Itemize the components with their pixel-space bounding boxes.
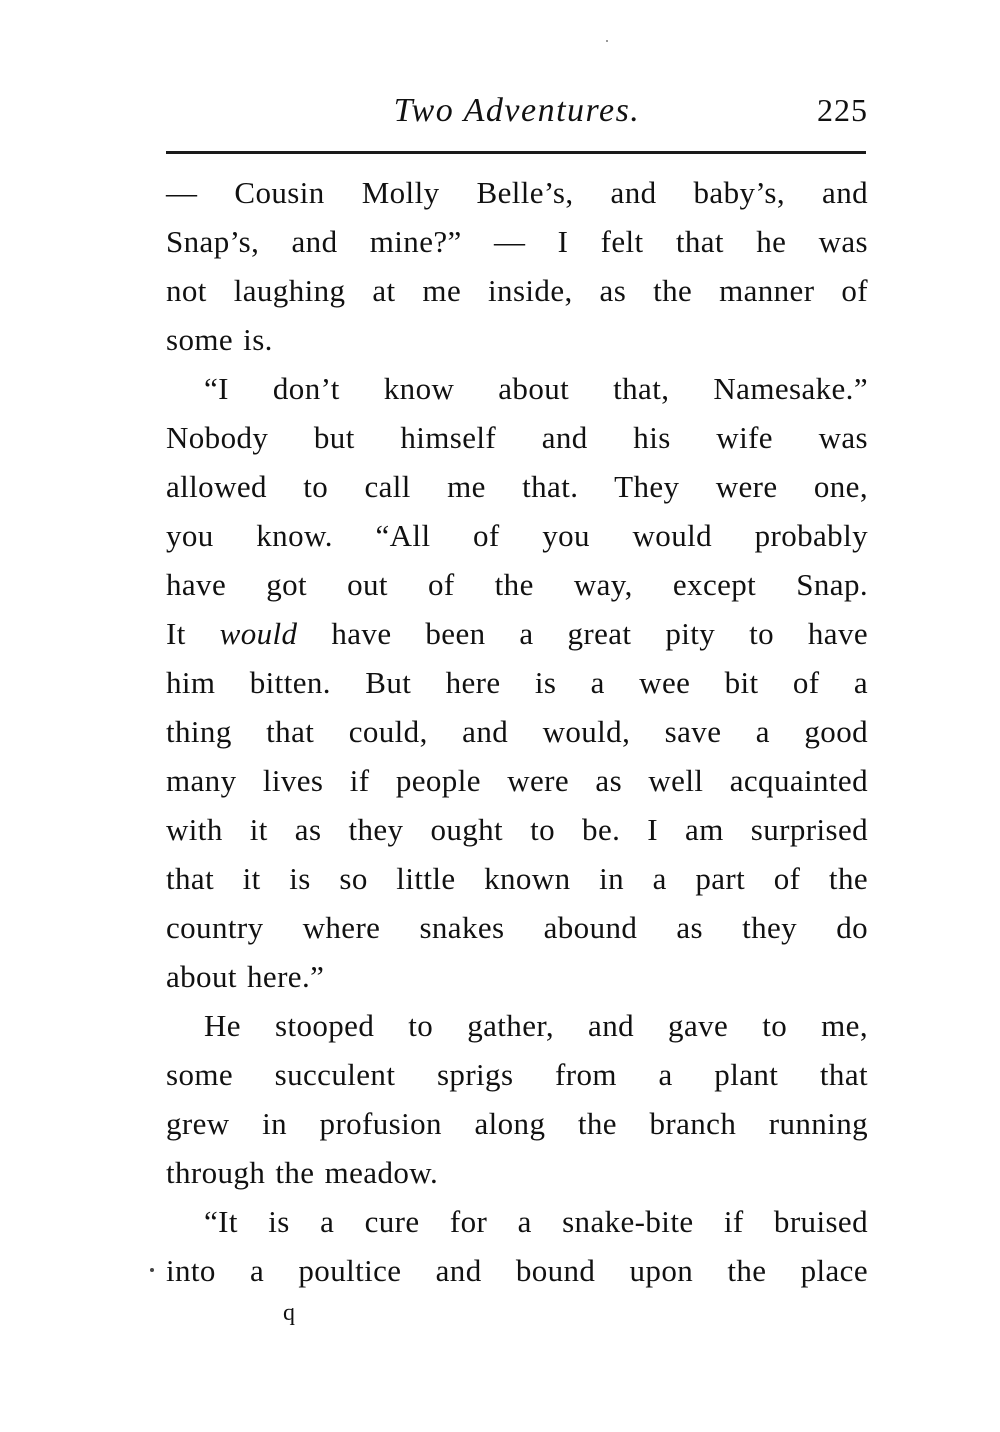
paragraph-start-line: He stooped to gather, and gave to me,: [204, 1008, 868, 1043]
signature-mark: q: [283, 1300, 295, 1326]
text-line: you know. “All of you would probably: [166, 518, 868, 553]
text-line: — Cousin Molly Belle’s, and baby’s, and: [166, 175, 868, 210]
text-line: him bitten. But here is a wee bit of a: [166, 665, 868, 700]
page-number: 225: [817, 92, 868, 128]
paragraph-start-line: “I don’t know about that, Namesake.”: [204, 371, 868, 406]
margin-mark: [150, 1268, 154, 1272]
header-rule: [166, 151, 866, 154]
text-line: not laughing at me inside, as the manner of: [166, 273, 868, 308]
text-line: thing that could, and would, save a good: [166, 714, 868, 749]
text-line: have got out of the way, except Snap.: [166, 567, 868, 602]
text-line: into a poultice and bound upon the place: [166, 1253, 868, 1288]
running-head: [166, 92, 868, 142]
text-line: through the meadow.: [166, 1155, 439, 1190]
text-fragment: It: [166, 616, 220, 651]
text-line: some is.: [166, 322, 273, 357]
text-line-with-emphasis: [166, 609, 868, 658]
running-title: Two Adventures.: [393, 92, 641, 129]
emphasized-word: would: [219, 616, 298, 651]
text-line: many lives if people were as well acquainted: [166, 763, 868, 798]
text-line: some succulent sprigs from a plant that: [166, 1057, 868, 1092]
paragraph-start-line: “It is a cure for a snake-bite if bruised: [204, 1204, 868, 1239]
text-fragment: have been a great pity to have: [297, 616, 869, 651]
text-line: grew in profusion along the branch running: [166, 1106, 868, 1141]
text-line: that it is so little known in a part of the: [166, 861, 868, 896]
text-line: Nobody but himself and his wife was: [166, 420, 868, 455]
text-line: with it as they ought to be. I am surprised: [166, 812, 868, 847]
text-line: allowed to call me that. They were one,: [166, 469, 868, 504]
text-line: Snap’s, and mine?” — I felt that he was: [166, 224, 868, 259]
paper-speck: [606, 40, 608, 42]
body-text: [166, 168, 868, 1295]
text-line: country where snakes abound as they do: [166, 910, 868, 945]
text-line: about here.”: [166, 959, 325, 994]
